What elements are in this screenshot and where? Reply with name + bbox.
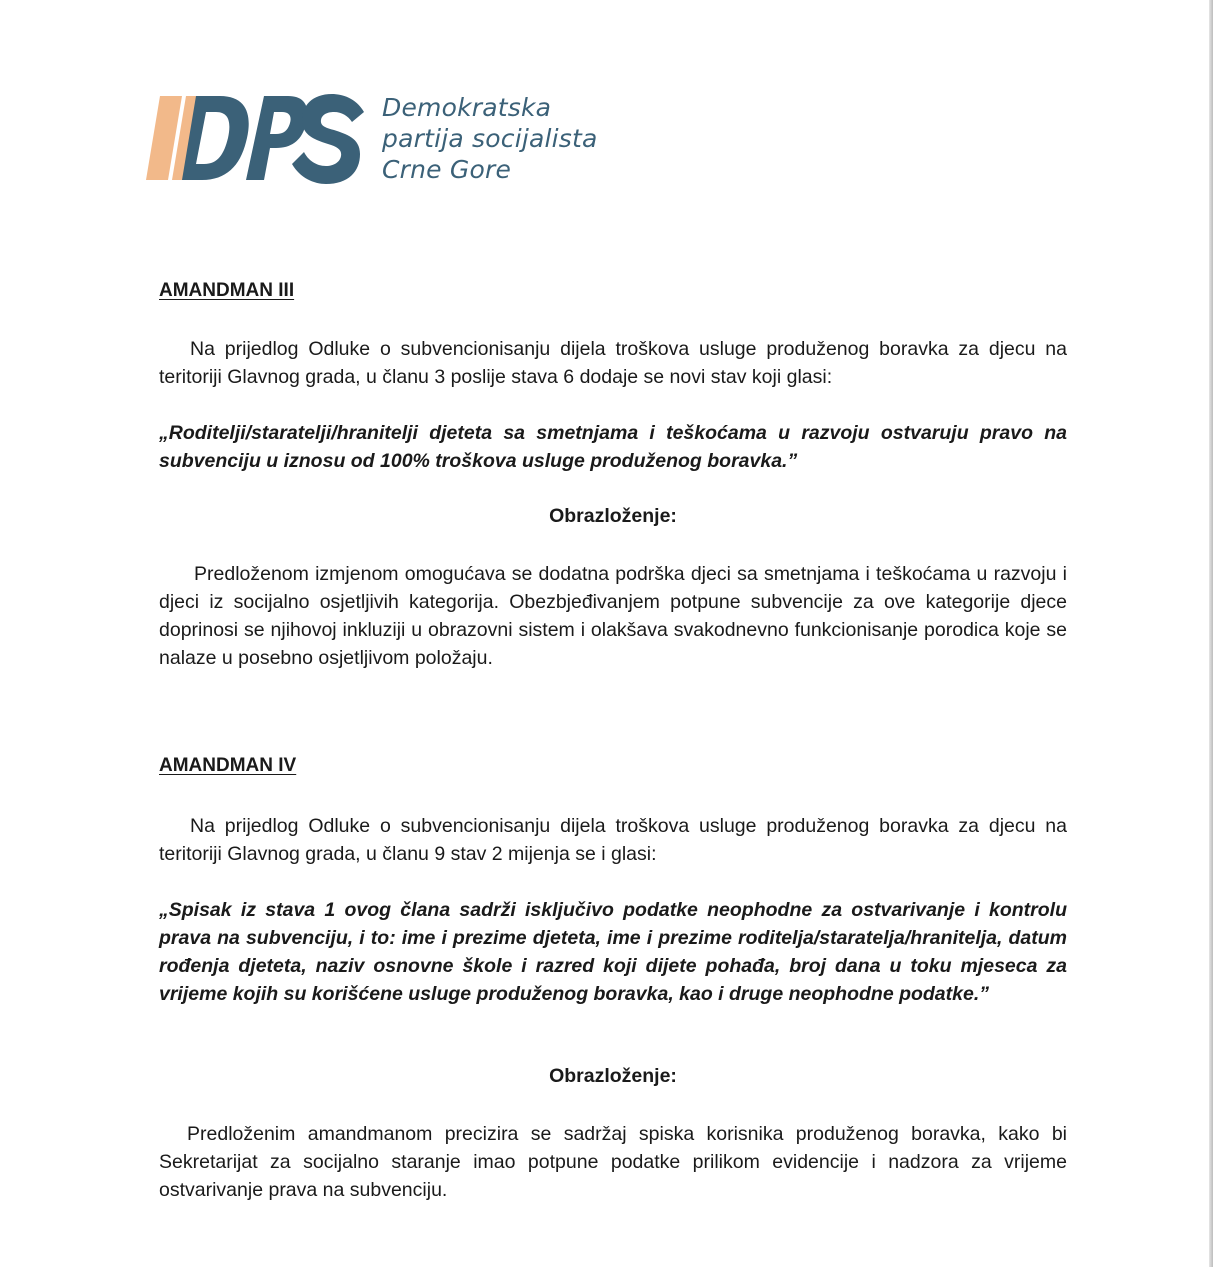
amendment-3-intro (159, 335, 1067, 391)
logo-text (382, 92, 598, 185)
amendment-3-explanation-text: Predloženom izmjenom omogućava se dodatna podrška djeci sa smetnjama i teškoćama u razvoju i djeci iz socijalno osjetljivih kategorija. Obezbjeđivanjem potpune subvencije za ove kategorije djece doprinosi se njihovoj inkluziji u obrazovni sistem i olakšava svakodnevno funkcionisanje porodica koje se nalaze u posebno osjetljivom položaju. (159, 563, 1067, 669)
amendment-3-intro-text: Na prijedlog Odluke o subvencionisanju dijela troškova usluge produženog boravka za djecu na teritoriji Glavnog grada, u članu 3 poslije stava 6 dodaje se novi stav koji glasi: (159, 338, 1067, 388)
amendment-3-heading: AMANDMAN III (159, 280, 295, 301)
amendment-4-intro (159, 812, 1067, 868)
amendment-3-quote: „Roditelji/staratelji/hranitelji djeteta sa smetnjama i teškoćama u razvoju ostvaruju pravo na subvenciju u iznosu od 100% troškova usluge produženog boravka.” (159, 422, 1067, 472)
dps-logo (146, 90, 606, 190)
amendment-4-quote: „Spisak iz stava 1 ovog člana sadrži isključivo podatke neophodne za ostvarivanje i kontrolu prava na subvenciju, i to: ime i prezime djeteta, ime i prezime roditelja/staratelja/hranitelja, datum rođenja djeteta, naziv osnovne škole i razred koji dijete pohađa, broj dana u toku mjeseca za vrijeme kojih su korišćene usluge produženog boravka, kao i druge neophodne podatke.” (159, 899, 1067, 1005)
logo-line-2: partija socijalista (382, 124, 598, 153)
logo-line-1: Demokratska (382, 93, 552, 122)
amendment-4-heading: AMANDMAN IV (159, 755, 297, 776)
dps-logo-mark (146, 90, 376, 190)
logo-line-3: Crne Gore (382, 155, 512, 184)
amendment-4-explanation (159, 1120, 1067, 1204)
amendment-3-explanation-heading: Obrazloženje: (549, 505, 677, 527)
page-edge (1209, 0, 1213, 1267)
amendment-4-intro-text: Na prijedlog Odluke o subvencionisanju dijela troškova usluge produženog boravka za djecu na teritoriji Glavnog grada, u članu 9 stav 2 mijenja se i glasi: (159, 815, 1067, 865)
amendment-3-explanation (159, 560, 1067, 672)
amendment-4-explanation-heading: Obrazloženje: (549, 1065, 677, 1087)
amendment-4-explanation-text: Predloženim amandmanom precizira se sadržaj spiska korisnika produženog boravka, kako bi Sekretarijat za socijalno staranje imao potpune podatke prilikom evidencije i nadzora za vrijeme ostvarivanje prava na subvenciju. (159, 1123, 1067, 1201)
